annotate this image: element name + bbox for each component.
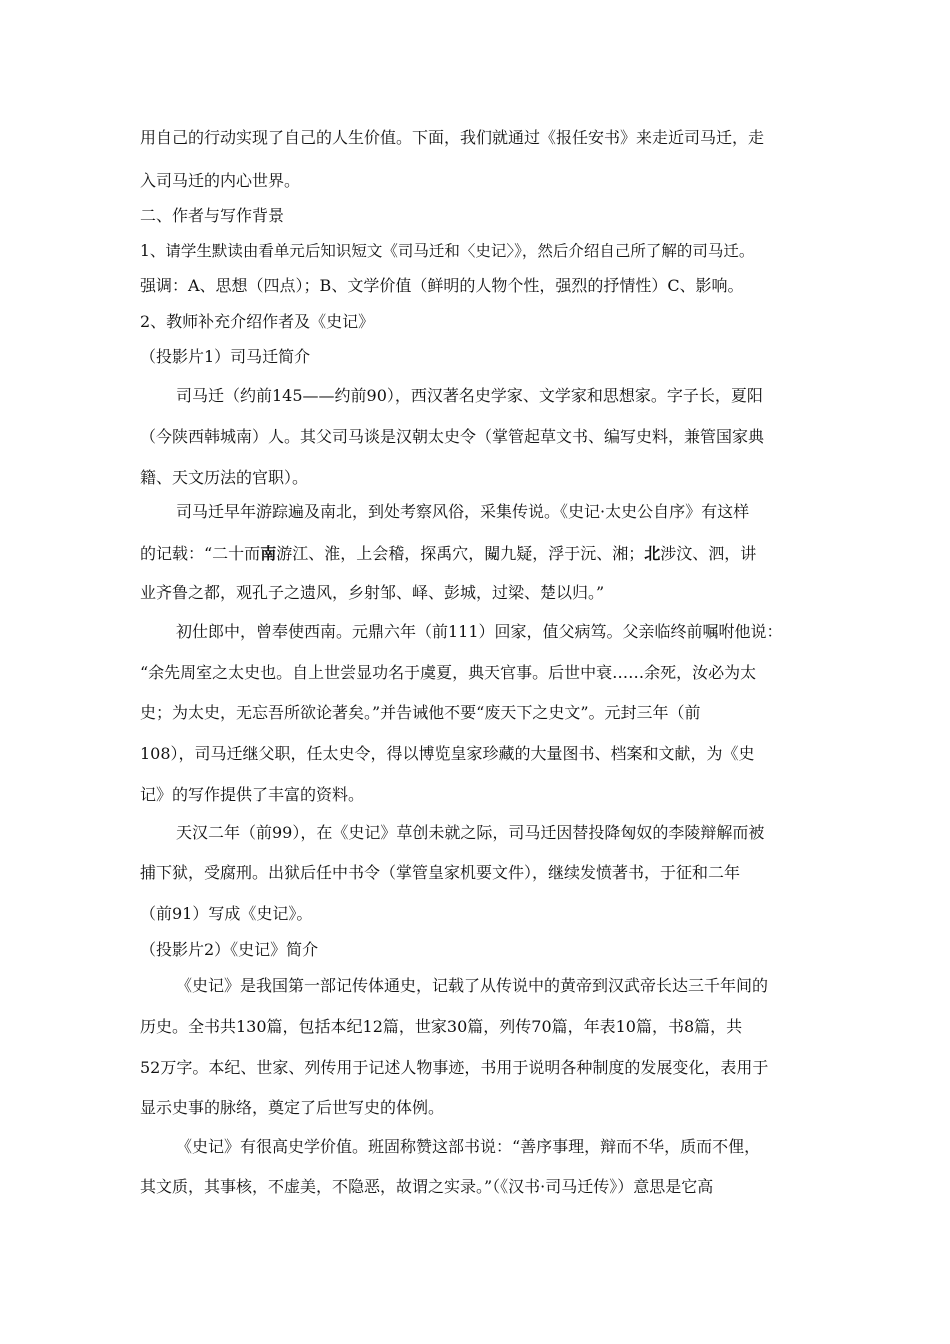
text-line: 天汉二年（前99），在《史记》草创未就之际，司马迁因替投降匈奴的李陵辩解而被 <box>176 823 765 842</box>
text-line: 《史记》有很高史学价值。班固称赞这部书说：“善序事理，辩而不华，质而不俚， <box>176 1137 761 1156</box>
text-segment: 的记载：“二十而 <box>140 544 261 563</box>
text-line: 其文质，其事核，不虚美，不隐恶，故谓之实录。”（《汉书·司马迁传》）意思是它高 <box>140 1177 714 1196</box>
bold-text: 北 <box>644 544 661 563</box>
text-line: 籍、天文历法的官职）。 <box>140 468 309 487</box>
section-heading: 二、作者与写作背景 <box>140 206 285 225</box>
bold-text: 南 <box>260 544 277 563</box>
text-line: 2、教师补充介绍作者及《史记》 <box>140 312 375 331</box>
text-line: 《史记》是我国第一部记传体通史，记载了从传说中的黄帝到汉武帝长达三千年间的 <box>176 976 769 995</box>
text-line: 108），司马迁继父职，任太史令，得以博览皇家珍藏的大量图书、档案和文献，为《史 <box>140 744 755 763</box>
text-line <box>140 544 820 564</box>
text-line: 历史。全书共130篇，包括本纪12篇，世家30篇，列传70篇，年表10篇，书8篇，共 <box>140 1017 743 1036</box>
text-line: 史；为太史，无忘吾所欲论著矣。”并告诫他不要“废天下之史文”。元封三年（前 <box>140 703 701 722</box>
text-line: 初仕郎中，曾奉使西南。元鼎六年（前111）回家，值父病笃。父亲临终前嘱咐他说： <box>176 622 783 641</box>
text-line: 司马迁早年游踪遍及南北，到处考察风俗，采集传说。《史记·太史公自序》有这样 <box>176 502 750 521</box>
text-line: 显示史事的脉络，奠定了后世写史的体例。 <box>140 1098 445 1117</box>
text-line: 入司马迁的内心世界。 <box>140 171 301 190</box>
slide-label: （投影片2）《史记》简介 <box>140 940 319 959</box>
text-line: （今陕西韩城南）人。其父司马谈是汉朝太史令（掌管起草文书、编写史料，兼管国家典 <box>140 427 765 446</box>
text-line: 强调：A、思想（四点）；B、文学价值（鲜明的人物个性，强烈的抒情性）C、影响。 <box>140 276 744 295</box>
slide-label: （投影片1）司马迁简介 <box>140 347 311 366</box>
text-segment: 游江、淮，上会稽，探禹穴，闚九疑，浮于沅、湘； <box>276 544 645 563</box>
text-line: 司马迁（约前145——约前90），西汉著名史学家、文学家和思想家。字子长，夏阳 <box>176 386 763 405</box>
text-line: （前91）写成《史记》。 <box>140 904 313 923</box>
text-line: 业齐鲁之都，观孔子之遗风，乡射邹、峄、彭城，过梁、楚以归。” <box>140 583 605 602</box>
text-line: 捕下狱，受腐刑。出狱后任中书令（掌管皇家机要文件），继续发愤著书，于征和二年 <box>140 863 741 882</box>
text-line: 1、请学生默读由看单元后知识短文《司马迁和〈史记〉》，然后介绍自己所了解的司马迁。 <box>140 242 755 260</box>
text-line: 52万字。本纪、世家、列传用于记述人物事迹，书用于说明各种制度的发展变化，表用于 <box>140 1058 769 1077</box>
text-segment: 涉汶、泗，讲 <box>660 544 757 563</box>
text-line: 记》的写作提供了丰富的资料。 <box>140 785 365 804</box>
text-line: 用自己的行动实现了自己的人生价值。下面，我们就通过《报任安书》来走近司马迁，走 <box>140 128 765 147</box>
text-line: “余先周室之太史也。自上世尝显功名于虞夏，典天官事。后世中衰……余死，汝必为太 <box>140 663 757 682</box>
